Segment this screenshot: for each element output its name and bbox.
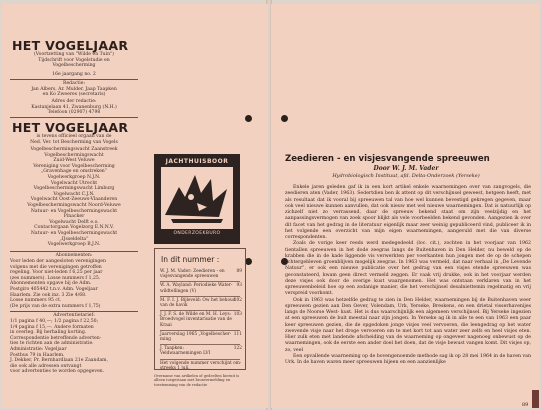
punch-hole bbox=[245, 258, 252, 265]
toc-entry-text: W. J. M. Vader: Zeedieren - en bbox=[160, 269, 225, 274]
divider bbox=[10, 117, 138, 118]
article-author: Door W. J. M. Vader bbox=[373, 165, 439, 172]
ads-label: Advertentietarief: bbox=[53, 313, 95, 318]
subscription-line: regeling. Voor niet-leden f 6,25 per jaar bbox=[10, 270, 103, 276]
organization-list bbox=[10, 147, 138, 248]
jachthuis-badge bbox=[154, 154, 240, 244]
ads-text bbox=[10, 319, 138, 375]
organization-item: Vogelwacht Oost-Zeeuws-Vlaanderen bbox=[30, 197, 118, 203]
bird-illustration bbox=[161, 167, 233, 229]
organization-item: Contactorgaan Vogelzorg E.N.N.V. bbox=[34, 225, 114, 231]
toc-entry-page: 111 bbox=[233, 331, 242, 337]
editors: Redactie: Jan Albers, Ar. Mulder, Jaap Taapken en Ko Zweeres (secretaris) bbox=[31, 81, 117, 98]
toc-entry-text: J. J. F. S. de Wilde en M. H. Leys: bbox=[160, 312, 231, 318]
toc-entry-text: Kraai bbox=[160, 322, 172, 328]
toc-entry bbox=[160, 361, 242, 371]
subscription-line: (zes nummers). Losse nummers f 1,25. bbox=[10, 275, 101, 281]
punch-hole bbox=[281, 115, 288, 122]
subscriptions-text bbox=[10, 259, 138, 309]
toc-entry-text: visjesvangende spreeuwen bbox=[160, 274, 219, 280]
reprint-note: Overname van artikelen of gedeelten hieruit is alleen toegestaan met bronvermelding en toestemming van de redactie bbox=[154, 374, 240, 387]
right-page bbox=[271, 4, 539, 408]
toc-entry bbox=[160, 298, 242, 308]
ads-line: voor advertenties te worden opgegeven. bbox=[10, 369, 105, 375]
toc-entry-text: wildtellingen (V) bbox=[160, 288, 197, 294]
ads-line: in overleg. Bij herhaling korting. bbox=[10, 330, 87, 336]
article-paragraph: Zoals de vorige keer reeds werd medegedeeld (loc. cit.), zochten in het voorjaar van 1962 tientallen spreeuwen in het dode zeegras langs de Buitenhaven in Den Helder, nu beweld op de krabben die in de kade liggende vis verwerkten per voerkanten hun jongen met de op de schepen achtergebleven groenblijven mogelijk zeegras. In 1963 was vermeld, dat naar verhaal in „De Levende Natuur”, er ook een nieuwe publicatie over het gedrag van een visjes etende spreeuwen was geconstateerd, kwam geen direct vermeld zeggen. Er vaak vrij drukke, ook in het voorjaar werden deze visjes ook door de overige kust waargenomen. Het was ontstaan verklaren van in het spreeuwenbeleid hoe op een zodanige manier, die het verschijnsel desalniettemin regelmatig en vrij verspreid voorkomt. bbox=[285, 241, 531, 297]
organization-item: Vogelwacht C.J.N. bbox=[53, 191, 95, 197]
ads-line: 1/4 pagina f 15,—. Andere formaten bbox=[10, 324, 94, 330]
organization-item: Vogelbeschermingswacht bbox=[44, 152, 104, 158]
subscription-line: Abonnementen opgave bij de Adm. bbox=[10, 281, 92, 287]
organization-item: Vogelwacht Utrecht bbox=[50, 180, 98, 186]
organization-item: Pinacker bbox=[63, 214, 85, 220]
toc-divider bbox=[160, 281, 240, 282]
masthead-subtitle-1: (Voortzetting van "Wilde en Tuin") Tijdschrift voor Vogelstudie en Vogelbescherming bbox=[34, 52, 114, 69]
ads-line: ties te richten aan de administratie. bbox=[10, 341, 94, 347]
ads-line: 1/1 pagina f 40,—; 1/2 pagina f 22,50; bbox=[10, 319, 99, 324]
subscription-line: Losse nummers 95 ct. bbox=[10, 298, 62, 304]
masthead-subtitle-2: is tevens officieel orgaan van de Ned. Ver. tot Bescherming van Vogels bbox=[30, 134, 118, 145]
corner-tab bbox=[532, 390, 539, 408]
toc-entry-page: 89 bbox=[236, 269, 242, 274]
article-body bbox=[285, 185, 531, 366]
article-paragraph: Enkele jaren geleden gaf ik in een kort artikel enkele waarnemingen over van zangvogels, die zeedieren aten (Vader, 1963). Sedertdien ben ik attent op dit verschijnsel geweest, hetgeen heeft, met als resultaat dat ik vooral bij spreeuwen tal van hoe wel kunnen bevestigd gekregen gegeven, maar ook veel nieuwe kunnen aanvullen, dat ook nieuw met wel nieuwe waarnemingen. Dat is natuurlijk op zichzelf niet zo verrassend, daar de spreeuw bekend staat om zijn veelzijdig en het aanpassingsvermogen van zoek spoor blijkt als vele voorbeelden bekend gevonden. Aangezien ik over dit facet van het gedrag in de literatuur eigenlijk maar zeer weinig gepubliceerd vind, publiceer ik in het volgende een overzicht van mijn eigen waarnemingen, aangevuld met die van diverse correspondenten. bbox=[285, 185, 531, 240]
ads-line: Correspondentie betreffende adverten- bbox=[10, 335, 102, 341]
toc-entry-text: streeks 1 juli. bbox=[160, 365, 190, 371]
toc-entry-text: Broedvogel inventarisatie van de bbox=[160, 317, 232, 323]
ads-line: J. Dekker, Pr. Bernhardlaan 21e Zaandam, bbox=[10, 358, 109, 364]
toc-entry-text: M. F. I. J. Bijleveld: Ow het behoud bbox=[160, 297, 236, 303]
toc-divider bbox=[160, 359, 240, 360]
toc-entry-text: Het volgende nummer verschijnt om- bbox=[160, 360, 242, 366]
subscription-line: volgens met die verenigingen getroffen bbox=[10, 264, 102, 270]
punch-hole bbox=[245, 115, 252, 122]
toc-entry-page: 102 bbox=[233, 297, 242, 303]
toc-entry-text: W. A. Wayland: Periodieke Water- bbox=[160, 283, 233, 289]
toc-entry-text: ming bbox=[160, 337, 171, 342]
toc-title: In dit nummer : bbox=[161, 255, 220, 264]
table-of-contents bbox=[154, 248, 246, 370]
badge-subtitle: ONDERZOEKBURO bbox=[173, 231, 221, 236]
ads-line: die ook alle adressen ontvangt bbox=[10, 363, 82, 369]
subscription-line: Haarlem. Zie ook inz. 3 Zie 4/68. bbox=[10, 292, 87, 298]
toc-entry-text: van de havik bbox=[160, 303, 188, 308]
organization-item: Vogelbeschermingswacht Noord-Veluwe bbox=[27, 202, 121, 208]
left-page bbox=[2, 4, 268, 408]
subscription-line: Voor leden der aangesloten verenigingen bbox=[10, 259, 106, 264]
divider bbox=[10, 79, 138, 80]
toc-entry bbox=[160, 312, 242, 328]
divider bbox=[10, 251, 138, 252]
toc-entry bbox=[160, 332, 242, 342]
year-line: 16e jaargang no. 2 bbox=[52, 72, 96, 77]
article-institute: Hydrobiologisch Instituut, afd. Delta-Onderzoek (Yerseke) bbox=[332, 173, 480, 179]
organization-item: Vogelbeschermingswacht Limburg bbox=[33, 186, 115, 192]
masthead-primary: HET VOGELJAAR bbox=[12, 38, 129, 53]
organization-item: Vereniging voor Vogelbescherming bbox=[33, 163, 115, 169]
subscription-line: (De prijs van de extra nummers f 1,75) bbox=[10, 303, 101, 309]
article-paragraph: Een opvallende waarneming op de bovengenoemde methode sag ik op 28 mei 1964 in de haven van Urk. In de haven waren meer spreeuwen bijeen en een aanzienlijke bbox=[285, 353, 531, 365]
toc-divider bbox=[160, 296, 240, 297]
toc-divider bbox=[160, 344, 240, 345]
page-number: 89 bbox=[522, 402, 529, 408]
toc-entry-page: 93 bbox=[236, 283, 242, 289]
badge-title: JACHTHUISBOOR bbox=[165, 158, 229, 165]
organization-item: Vogelbeschermingswacht Zaanstreek bbox=[30, 147, 118, 152]
organization-item: Vogelwerkgroep N.J.N. bbox=[47, 174, 101, 180]
divider bbox=[10, 311, 138, 312]
toc-entry-text: J. Taapken: bbox=[160, 346, 184, 352]
organization-item: „IJsseldelta” bbox=[59, 236, 89, 242]
toc-divider bbox=[160, 310, 240, 311]
organization-item: Natuur- en Vogelbeschermingswacht bbox=[30, 208, 118, 214]
toc-entry-page: 103 bbox=[233, 312, 242, 318]
toc-entry-text: Jaarverslag 1965 „Vogelbescher- bbox=[160, 331, 232, 337]
article-paragraph: Ook in 1963 was hetzelfde gedrag te zien in Den Helder, waarnemingen bij de Buitenhaven weer spreeuwen gezien aan Den Oever, Volendam, Urk, Yerseke, Breskens, en een drietal visserhavenijes langs de Noorse West- kust. Het is dus waarschijnlijk een algemeen verschijnsel. Bij Yerseke ingezien at een spreeuwen de buit meestal naar zijn jongen. In Yerseke ag ik in alle te een van 1963 een paar keer spreeuwen gezien, die de opgedoken jonge visjes veel vervoeren, die leengedrag op het water zwevende visje naar het droge vervoeren om te met kort tot aan water zeer zelfs en heel visjes eten. Hier zulk eten met landende afscheiding van de waarneming op ongeveer nagenoeg onbewust op de waarnemingen, ook de eerste een ander doel het doen, dat de visje bewust vangen komt. Dit visjes op, zo, veel bbox=[285, 297, 531, 353]
toc-entry bbox=[160, 269, 242, 279]
toc-entry-page: 122 bbox=[233, 346, 242, 352]
subscriptions-label: Abonnementen: bbox=[55, 253, 93, 258]
ads-line: Postbus 79 in Haarlem. bbox=[10, 352, 65, 358]
ads-line: Administratie: Vogeljaar bbox=[10, 346, 67, 352]
organization-item: Vogelwacht Delft e.o. bbox=[49, 219, 99, 225]
toc-entry-text: Veldwaarnemingen LVI bbox=[160, 351, 211, 357]
organization-item: Vogelwerkgroep B.J.N. bbox=[47, 242, 101, 248]
toc-divider bbox=[160, 330, 240, 331]
editors-address: Adres der redactie: Kastanjelaan 41, Zwanenburg (N.H.) Telefoon (02907) 4798 bbox=[31, 99, 117, 116]
toc-entry bbox=[160, 283, 242, 293]
subscription-line: Postgiro 405442 t.n.v. Adm. Vogeljaar bbox=[10, 286, 98, 292]
article-title: Zeedieren - en visjesvangende spreeuwen bbox=[285, 154, 490, 164]
organization-item: Zuid-West Veluwe bbox=[53, 158, 95, 164]
toc-entry bbox=[160, 346, 242, 356]
organization-item: „Gravenhage en omstreken” bbox=[40, 169, 108, 175]
masthead-secondary: HET VOGELJAAR bbox=[12, 120, 129, 135]
organization-item: Natuur- en Vogelbeschermingswacht bbox=[30, 230, 118, 236]
